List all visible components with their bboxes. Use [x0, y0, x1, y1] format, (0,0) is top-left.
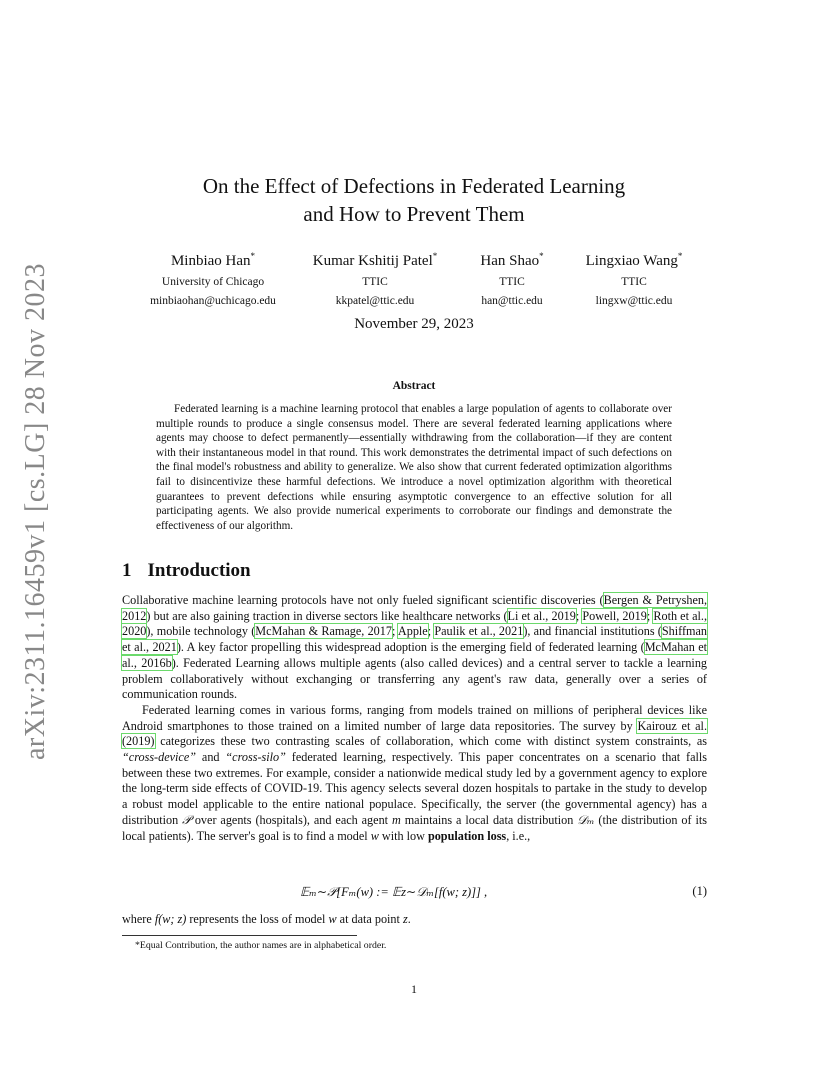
text: where [122, 912, 155, 926]
paper-date: November 29, 2023 [354, 316, 474, 332]
citation-link[interactable]: Kairouz et al. (2019) [122, 718, 707, 749]
author-3 [456, 246, 568, 309]
text: , i.e., [506, 828, 531, 843]
paragraph-1 [122, 593, 707, 703]
arxiv-stamp: arXiv:2311.16459v1 [cs.LG] 28 Nov 2023 [20, 262, 51, 760]
paragraph-2 [122, 703, 707, 844]
math-symbol: m [391, 812, 401, 827]
text: federated learning, respectively. This paper concentrates on a scenario that falls between these two extremes. For example, consider a nationwide medical study led by a government agency to explore the long-term side effects of COVID-19. This agency selects several dozen hospitals to partake in the study to develop a robust model applicable to the entire national populace. Specifically, the server (the governmental agency) has a distribution [122, 750, 707, 827]
author-affiliation: TTIC [362, 276, 388, 288]
citation-link[interactable]: McMahan et al., 2016b [122, 640, 707, 670]
introduction-body [122, 593, 707, 844]
math-symbol: f(w; z) [154, 912, 187, 926]
section-number: 1 [122, 560, 132, 581]
author-email: lingxw@ttic.edu [595, 295, 673, 307]
title-line-2: and How to Prevent Them [303, 202, 525, 226]
author-4 [570, 246, 698, 309]
footnote: *Equal Contribution, the author names are in alphabetical order. [135, 940, 387, 951]
author-1 [118, 246, 308, 309]
math-symbol: w [328, 912, 337, 926]
text: Federated learning comes in various forms, ranging from models trained on millions of peripheral devices like Android smartphones to those trained on a limited number of large data repositories. The survey by [122, 702, 707, 733]
citation-link[interactable]: Apple [397, 624, 428, 639]
author-email: minbiaohan@uchicago.edu [150, 295, 276, 307]
author-email: han@ttic.edu [481, 295, 543, 307]
citation-link[interactable]: Bergen & Petryshen, 2012 [122, 593, 707, 623]
text: maintains a local data distribution [400, 812, 578, 827]
text: ; [391, 624, 398, 639]
equation-number: (1) [692, 884, 707, 898]
text: ), and financial institutions ( [523, 624, 662, 639]
text: ) but are also gaining traction in diverse sectors like healthcare networks ( [146, 608, 508, 623]
author-2 [295, 246, 455, 309]
author-name: Kumar Kshitij Patel [312, 253, 433, 269]
author-affiliation: TTIC [621, 276, 647, 288]
section-title: Introduction [147, 560, 251, 581]
text: represents the loss of model [186, 912, 329, 926]
text: Collaborative machine learning protocols have not only fueled significant scientific discoveries ( [122, 593, 604, 607]
page-number: 1 [411, 982, 417, 996]
bold-term: population loss [427, 828, 507, 843]
citation-link[interactable]: Li et al., 2019 [507, 608, 576, 623]
emphasis: “cross-device” [122, 750, 197, 765]
citation-link[interactable]: Roth et al., 2020 [122, 608, 708, 639]
author-mark: * [250, 251, 256, 261]
text: ). Federated Learning allows multiple agents (also called devices) and a central server to tackle a learning problem collaboratively without exchanging or transferring any agent's raw data, generally over a series of communication rounds. [122, 655, 708, 702]
text: ). A key factor propelling this widespread adoption is the emerging field of federated learning ( [176, 640, 645, 655]
author-mark: * [432, 251, 438, 261]
abstract-text: Federated learning is a machine learning protocol that enables a large population of agents to collaborate over multiple rounds to produce a single consensus model. There are several federated learning applications where agents may choose to defect permanently—essentially withdrawing from the collaboration—if they are content with their instantaneous model in that round. This work demonstrates the detrimental impact of such defections on the final model's robustness and ability to generalize. We also show that current federated optimization algorithms fail to disincentivize these harmful defections. We introduce a novel optimization algorithm with theoretical guarantees to prevent defections while ensuring asymptotic convergence to an effective solution for all participating agents. We also provide numerical experiments to corroborate our findings and demonstrate the effectiveness of our algorithm. [156, 403, 672, 532]
text: categorizes these two contrasting scales of collaboration, which come with distinct system constraints, as [154, 734, 707, 749]
title-line-1: On the Effect of Defections in Federated Learning [202, 174, 626, 198]
author-affiliation: TTIC [499, 276, 525, 288]
author-mark: * [539, 251, 544, 261]
text: with low [378, 828, 428, 843]
citation-link[interactable]: Powell, 2019 [582, 608, 647, 623]
citation-link[interactable]: Shiffman et al., 2021 [122, 624, 708, 655]
text: ; [575, 608, 583, 623]
text: . [407, 912, 411, 926]
post-equation-text [122, 912, 411, 927]
text: ; [646, 608, 654, 623]
equation-body: 𝔼ₘ∼𝒫[Fₘ(w) := 𝔼z∼𝒟ₘ[f(w; z)]] , [300, 885, 488, 899]
text: ; [427, 624, 435, 639]
abstract-heading: Abstract [392, 380, 436, 392]
author-name: Han Shao [480, 253, 540, 269]
text: at data point [336, 912, 403, 926]
emphasis: “cross-silo” [225, 750, 286, 765]
math-symbol: 𝒟ₘ [577, 812, 595, 827]
equation-1 [122, 884, 707, 902]
citation-link[interactable]: Paulik et al., 2021 [434, 624, 524, 639]
author-email: kkpatel@ttic.edu [335, 295, 415, 307]
text: over agents (hospitals), and each agent [190, 812, 392, 827]
text: ), mobile technology ( [146, 624, 256, 639]
text: (the distribution of its local patients). The server's goal is to find a model [122, 812, 707, 843]
section-heading [122, 560, 251, 582]
author-mark: * [677, 251, 683, 261]
text: and [196, 750, 226, 765]
paper-title [0, 172, 828, 228]
math-symbol: z [402, 912, 408, 926]
author-name: Minbiao Han [170, 253, 251, 269]
author-affiliation: University of Chicago [161, 276, 265, 288]
citation-link[interactable]: McMahan & Ramage, 2017 [255, 624, 392, 639]
footnote-rule [122, 935, 357, 936]
author-name: Lingxiao Wang [585, 253, 678, 269]
math-symbol: w [370, 828, 379, 843]
math-symbol: 𝒫 [182, 812, 191, 827]
